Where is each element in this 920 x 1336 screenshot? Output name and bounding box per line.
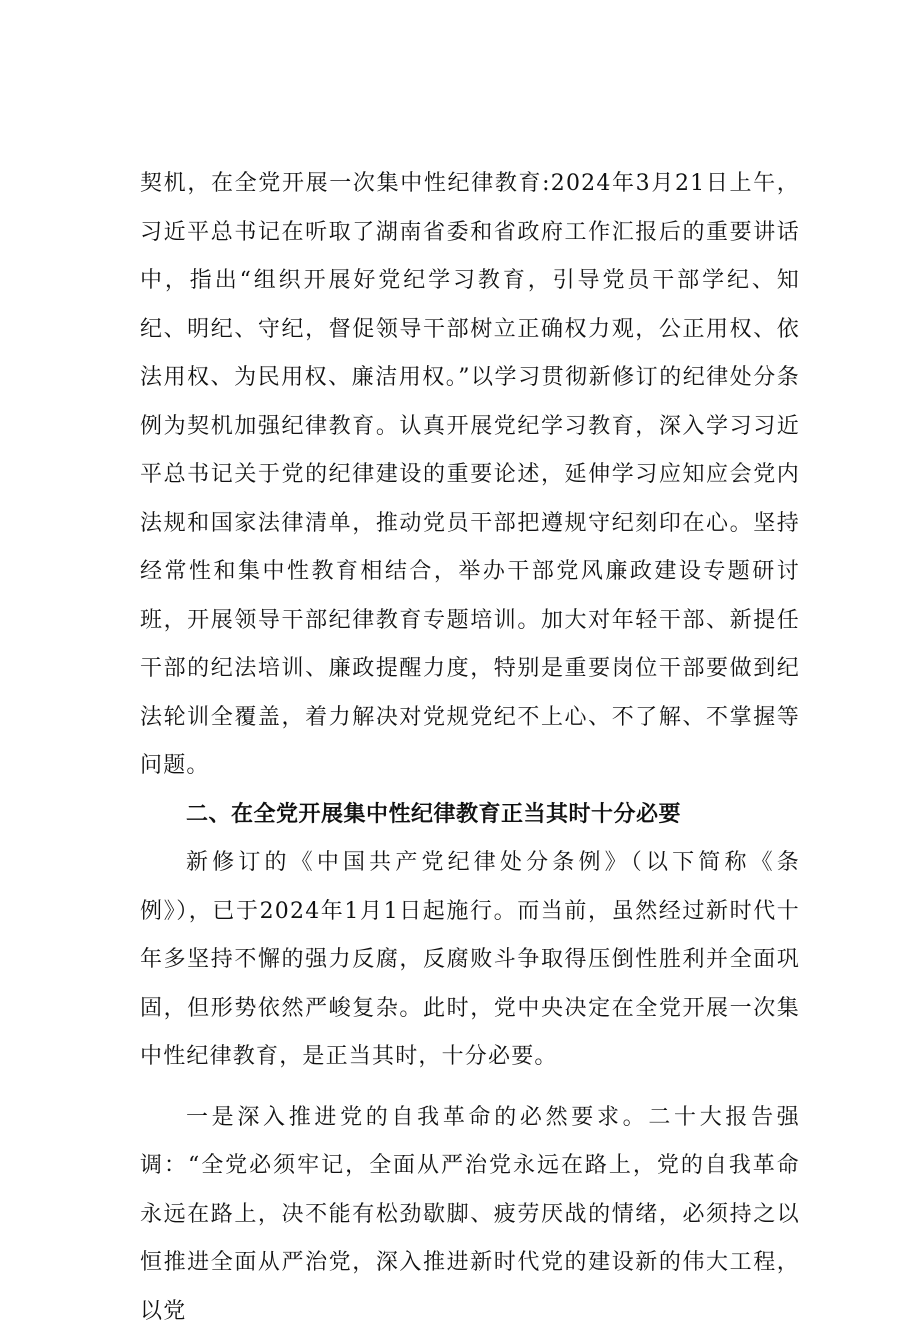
paragraph-gap — [140, 1082, 800, 1094]
section-heading-two: 二、在全党开展集中性纪律教育正当其时十分必要 — [140, 791, 800, 840]
paragraph-regulations-intro: 新修订的《中国共产党纪律处分条例》（以下简称《条例》），已于2024年1月1日起施行。而当前，虽然经过新时代十年多坚持不懈的强力反腐，反腐败斗争取得压倒性胜利并全面巩固，但形势依然严峻复杂。此时，党中央决定在全党开展一次集中性纪律教育，是正当其时，十分必要。 — [140, 839, 800, 1082]
document-body — [140, 160, 800, 1336]
paragraph-self-revolution: 一是深入推进党的自我革命的必然要求。二十大报告强调：“全党必须牢记，全面从严治党永远在路上，党的自我革命永远在路上，决不能有松劲歇脚、疲劳厌战的情绪，必须持之以恒推进全面从严治党，深入推进新时代党的建设新的伟大工程，以党 — [140, 1094, 800, 1336]
paragraph-education-opportunity: 契机，在全党开展一次集中性纪律教育:2024年3月21日上午，习近平总书记在听取了湖南省委和省政府工作汇报后的重要讲话中，指出“组织开展好党纪学习教育，引导党员干部学纪、知纪、明纪、守纪，督促领导干部树立正确权力观，公正用权、依法用权、为民用权、廉洁用权。”以学习贯彻新修订的纪律处分条例为契机加强纪律教育。认真开展党纪学习教育，深入学习习近平总书记关于党的纪律建设的重要论述，延伸学习应知应会党内法规和国家法律清单，推动党员干部把遵规守纪刻印在心。坚持经常性和集中性教育相结合，举办干部党风廉政建设专题研讨班，开展领导干部纪律教育专题培训。加大对年轻干部、新提任干部的纪法培训、廉政提醒力度，特别是重要岗位干部要做到纪法轮训全覆盖，着力解决对党规党纪不上心、不了解、不掌握等问题。 — [140, 160, 800, 791]
